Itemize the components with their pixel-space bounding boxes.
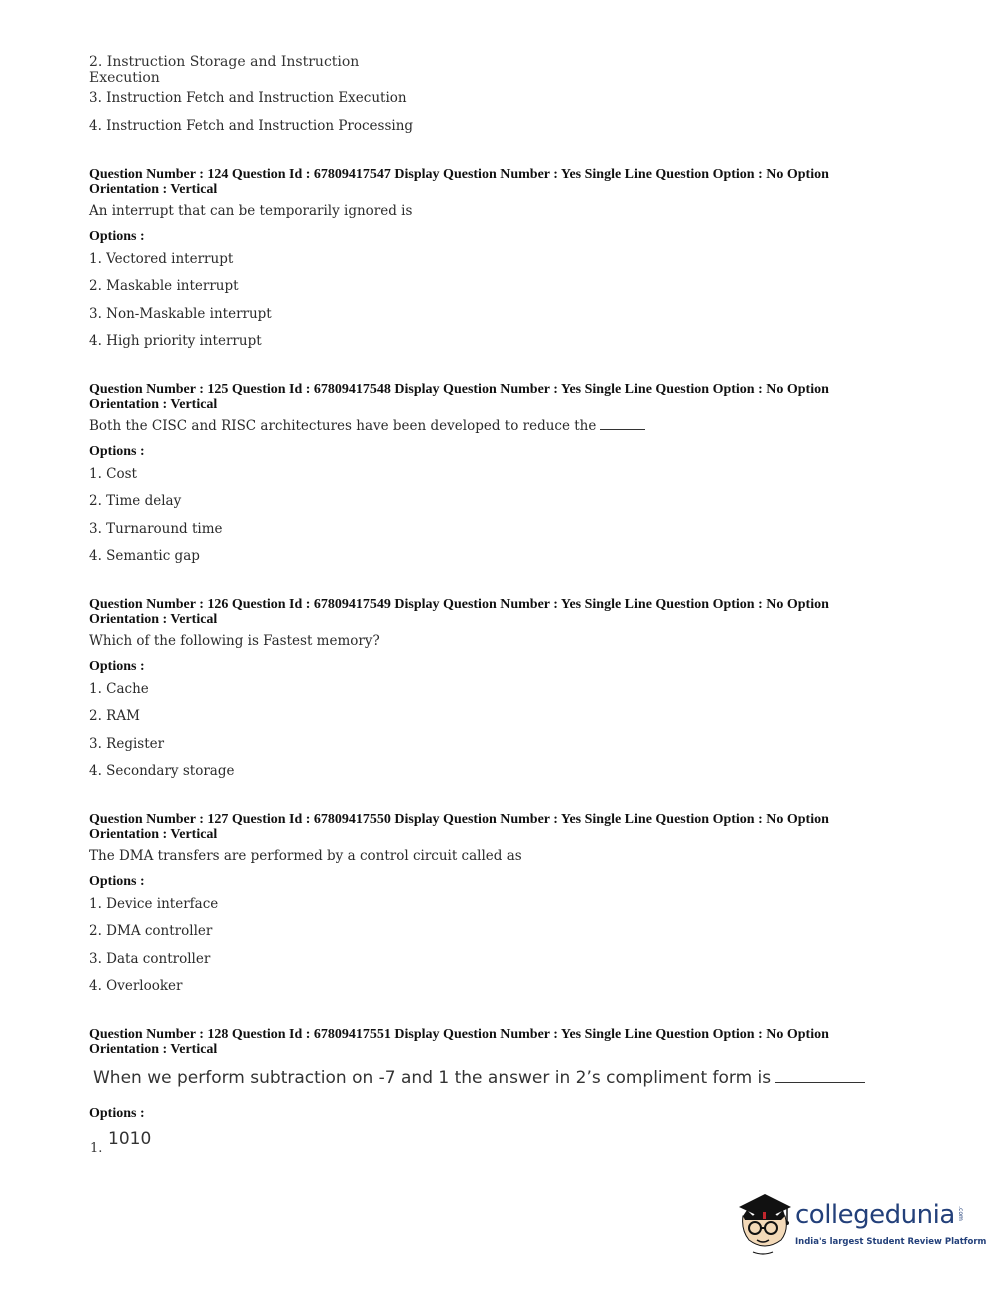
option-4: 4. High priority interrupt [89, 333, 262, 349]
option-4: 4. Semantic gap [89, 548, 200, 564]
question-text: Which of the following is Fastest memory? [89, 633, 380, 649]
option-3: 3. Data controller [89, 951, 211, 967]
options-label: Options : [89, 1106, 145, 1121]
options-label: Options : [89, 874, 145, 889]
question-meta: Question Number : 127 Question Id : 67809417550 Display Question Number : Yes Single Line Question Option : No Option Orientation : Vertical [89, 812, 829, 842]
option-1-number: 1. [90, 1141, 103, 1156]
cut-off-option: 2. Instruction Storage and Instruction Execution [89, 54, 360, 86]
question-text: An interrupt that can be temporarily ignored is [89, 203, 413, 219]
question-meta: Question Number : 128 Question Id : 67809417551 Display Question Number : Yes Single Line Question Option : No Option Orientation : Vertical [89, 1027, 829, 1057]
options-label: Options : [89, 659, 145, 674]
logo-wordmark: collegedunia [795, 1200, 955, 1230]
answer-blank [775, 1081, 865, 1083]
question-text: The DMA transfers are performed by a control circuit called as [89, 848, 522, 864]
logo-domain-suffix: .com [956, 1206, 964, 1221]
option-4: 4. Instruction Fetch and Instruction Processing [89, 118, 414, 134]
option-2: 2. RAM [89, 708, 140, 724]
options-label: Options : [89, 229, 145, 244]
option-3: 3. Register [89, 736, 165, 752]
option-3: 3. Instruction Fetch and Instruction Execution [89, 90, 407, 106]
option-1: 1. Vectored interrupt [89, 251, 234, 267]
option-2: 2. Maskable interrupt [89, 278, 239, 294]
question-meta: Question Number : 125 Question Id : 67809417548 Display Question Number : Yes Single Line Question Option : No Option Orientation : Vertical [89, 382, 829, 412]
options-label: Options : [89, 444, 145, 459]
question-text-content: When we perform subtraction on -7 and 1 the answer in 2’s compliment form is [93, 1068, 772, 1088]
option-1-value: 1010 [108, 1129, 152, 1149]
option-3: 3. Non-Maskable interrupt [89, 306, 272, 322]
option-4: 4. Secondary storage [89, 763, 235, 779]
collegedunia-logo [735, 1190, 987, 1260]
logo-tagline: India's largest Student Review Platform [795, 1237, 987, 1247]
answer-blank [600, 428, 645, 430]
option-1: 1. Device interface [89, 896, 219, 912]
question-text [93, 1068, 865, 1088]
option-4: 4. Overlooker [89, 978, 183, 994]
student-mascot-icon [735, 1190, 793, 1260]
option-3: 3. Turnaround time [89, 521, 223, 537]
question-meta: Question Number : 124 Question Id : 67809417547 Display Question Number : Yes Single Line Question Option : No Option Orientation : Vertical [89, 167, 829, 197]
question-meta: Question Number : 126 Question Id : 67809417549 Display Question Number : Yes Single Line Question Option : No Option Orientation : Vertical [89, 597, 829, 627]
option-1: 1. Cache [89, 681, 149, 697]
option-1: 1. Cost [89, 466, 137, 482]
option-2: 2. Time delay [89, 493, 182, 509]
option-2: 2. DMA controller [89, 923, 213, 939]
question-text [89, 418, 645, 434]
question-text-content: Both the CISC and RISC architectures have been developed to reduce the [89, 418, 597, 434]
